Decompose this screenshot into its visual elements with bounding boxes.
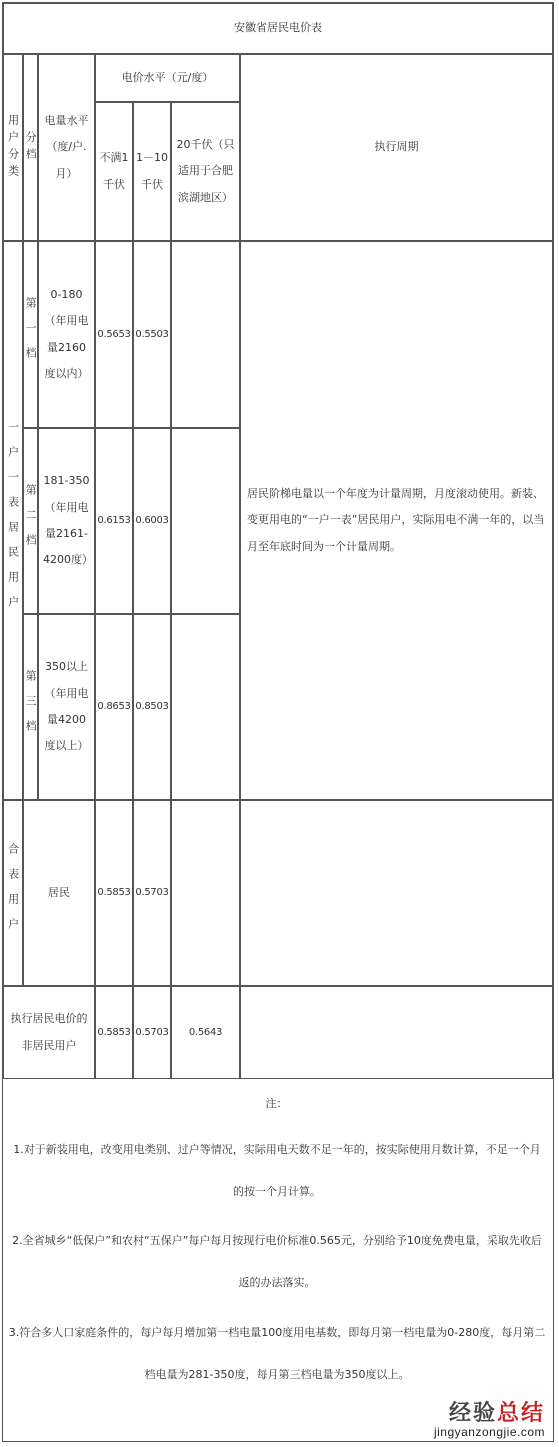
tier-2-price-under-1kv: 0.6153 [95,428,133,614]
header-tier: 分档 [23,54,38,241]
tier-3-price-under-1kv: 0.8653 [95,614,133,800]
note-1: 1.对于新装用电，改变用电类别、过户等情况，实际用电天数不足一年的，按实际使用月数计算，不足一个月的按一个月计算。 [13,1143,541,1198]
non-resident-period [240,986,553,1079]
tier-1-price-1-10kv: 0.5503 [133,241,171,428]
non-resident-label: 执行居民电价的非居民用户 [3,986,95,1079]
header-price-level: 电价水平（元/度） [95,54,240,102]
tier-1-price-under-1kv: 0.5653 [95,241,133,428]
note-2: 2.全省城乡“低保户”和农村“五保户”每户每月按现行电价标准0.565元，分别给予10度免费电量，采取先收后返的办法落实。 [12,1234,542,1289]
group-one-meter-residents: 一户一表居民用户 [3,241,23,800]
header-1-10kv: 1－10千伏 [133,102,171,241]
shared-meter-label: 居民 [23,800,95,986]
non-resident-price-under-1kv: 0.5853 [95,986,133,1079]
tier-3-price-1-10kv: 0.8503 [133,614,171,800]
header-usage-level: 电量水平（度/户.月） [38,54,95,241]
watermark-text-a: 经验 [448,1400,497,1426]
tier-2-price-1-10kv: 0.6003 [133,428,171,614]
table-title: 安徽省居民电价表 [3,3,553,54]
watermark-logo [434,1396,545,1439]
shared-meter-period [240,800,553,986]
period-description: 居民阶梯电量以一个年度为计量周期，月度滚动使用。新装、变更用电的“一户一表”居民用户，实际用电不满一年的，以当月至年底时间为一个计量周期。 [240,241,553,800]
shared-meter-category: 合表用户 [3,800,23,986]
tier-3-price-20kv [171,614,240,800]
shared-meter-price-20kv [171,800,240,986]
non-resident-price-1-10kv: 0.5703 [133,986,171,1079]
note-3: 3.符合多人口家庭条件的，每户每月增加第一档电量100度用电基数，即每月第一档电量为0-280度，每月第二档电量为281-350度，每月第三档电量为350度以上。 [8,1326,546,1381]
tier-3-usage: 350以上（年用电量4200度以上） [38,614,95,800]
tier-2-label: 第二档 [23,428,38,614]
watermark-text-b: 总结 [496,1400,545,1426]
shared-meter-price-under-1kv: 0.5853 [95,800,133,986]
header-user-category: 用户分类 [3,54,23,241]
tier-1-price-20kv [171,241,240,428]
header-20kv: 20千伏（只适用于合肥滨湖地区） [171,102,240,241]
tier-2-usage: 181-350（年用电量2161-4200度） [38,428,95,614]
header-under-1kv: 不满1千伏 [95,102,133,241]
tier-3-label: 第三档 [23,614,38,800]
notes-title: 注： [265,1097,288,1110]
watermark-url: jingyanzongjie.com [433,1425,545,1439]
tier-1-label: 第一档 [23,241,38,428]
non-resident-price-20kv: 0.5643 [171,986,240,1079]
tier-2-price-20kv [171,428,240,614]
header-period: 执行周期 [240,54,553,241]
shared-meter-price-1-10kv: 0.5703 [133,800,171,986]
tier-1-usage: 0-180（年用电量2160度以内） [38,241,95,428]
